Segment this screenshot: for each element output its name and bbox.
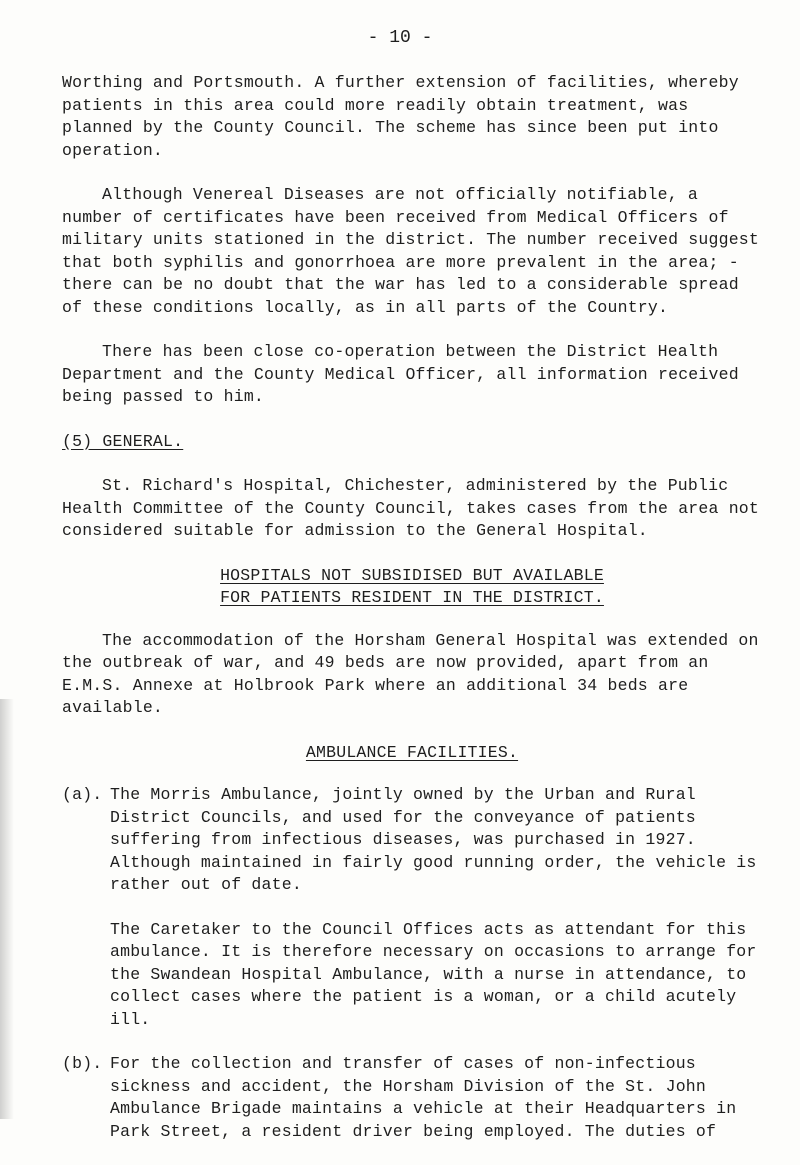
paragraph-horsham-hospital: The accommodation of the Horsham General Hospital was extended on the outbreak of war, and 49 beds are now provided, apart from an E.M.S. Annexe at Holbrook Park where an additional 34 beds are available. xyxy=(62,630,759,717)
list-body-b xyxy=(110,1053,762,1143)
paragraph-morris-ambulance: The Morris Ambulance, jointly owned by the Urban and Rural District Councils, and used for the conveyance of patients suffering from infectious diseases, was purchased in 1927. Although maintained in fairly good running order, the vehicle is rather out of date. xyxy=(110,785,757,894)
list-body-a xyxy=(110,784,762,1031)
paragraph-co-operation: There has been close co-operation between the District Health Department and the County Medical Officer, all information received being passed to him. xyxy=(62,342,739,406)
list-item-b xyxy=(62,1053,762,1143)
paragraph-worthing: Worthing and Portsmouth. A further extension of facilities, whereby patients in this area could more readily obtain treatment, was planned by the County Council. The scheme has since been put into operation. xyxy=(62,73,739,160)
list-label-b: (b). xyxy=(62,1054,103,1073)
paragraph-venereal-diseases: Although Venereal Diseases are not officially notifiable, a number of certificates have been received from Medical Officers of military units stationed in the district. The number received suggest that both syphilis and gonorrhoea are more prevalent in the area; - there can be no doubt that the war has led to a considerable spread of these conditions locally, as in all parts of the Country. xyxy=(62,185,760,317)
paragraph-st-richards: St. Richard's Hospital, Chichester, administered by the Public Health Committee of the County Council, takes cases from the area not considered suitable for admission to the General Hospital. xyxy=(62,476,760,540)
scan-edge-shadow xyxy=(0,699,14,1119)
list-item-a xyxy=(62,784,762,1031)
document-body xyxy=(62,72,762,1165)
section-heading-general: (5) GENERAL. xyxy=(62,431,184,451)
list-label-a: (a). xyxy=(62,785,103,804)
paragraph-st-john-ambulance: For the collection and transfer of cases of non-infectious sickness and accident, the Horsham Division of the St. John Ambulance Brigade maintains a vehicle at their Headquarters in Park Street, a resident driver being employed. The duties of xyxy=(110,1054,737,1141)
paragraph-caretaker: The Caretaker to the Council Offices acts as attendant for this ambulance. It is therefore necessary on occasions to arrange for the Swandean Hospital Ambulance, with a nurse in attendance, to collect cases where the patient is a woman, or a child acutely ill. xyxy=(110,919,757,1029)
page-number: - 10 - xyxy=(367,28,433,48)
hospitals-heading-line1: HOSPITALS NOT SUBSIDISED BUT AVAILABLE xyxy=(220,565,604,585)
hospitals-heading-line2: FOR PATIENTS RESIDENT IN THE DISTRICT. xyxy=(220,588,604,607)
section-heading-ambulance: AMBULANCE FACILITIES. xyxy=(305,742,519,762)
section-heading-hospitals xyxy=(62,565,762,610)
